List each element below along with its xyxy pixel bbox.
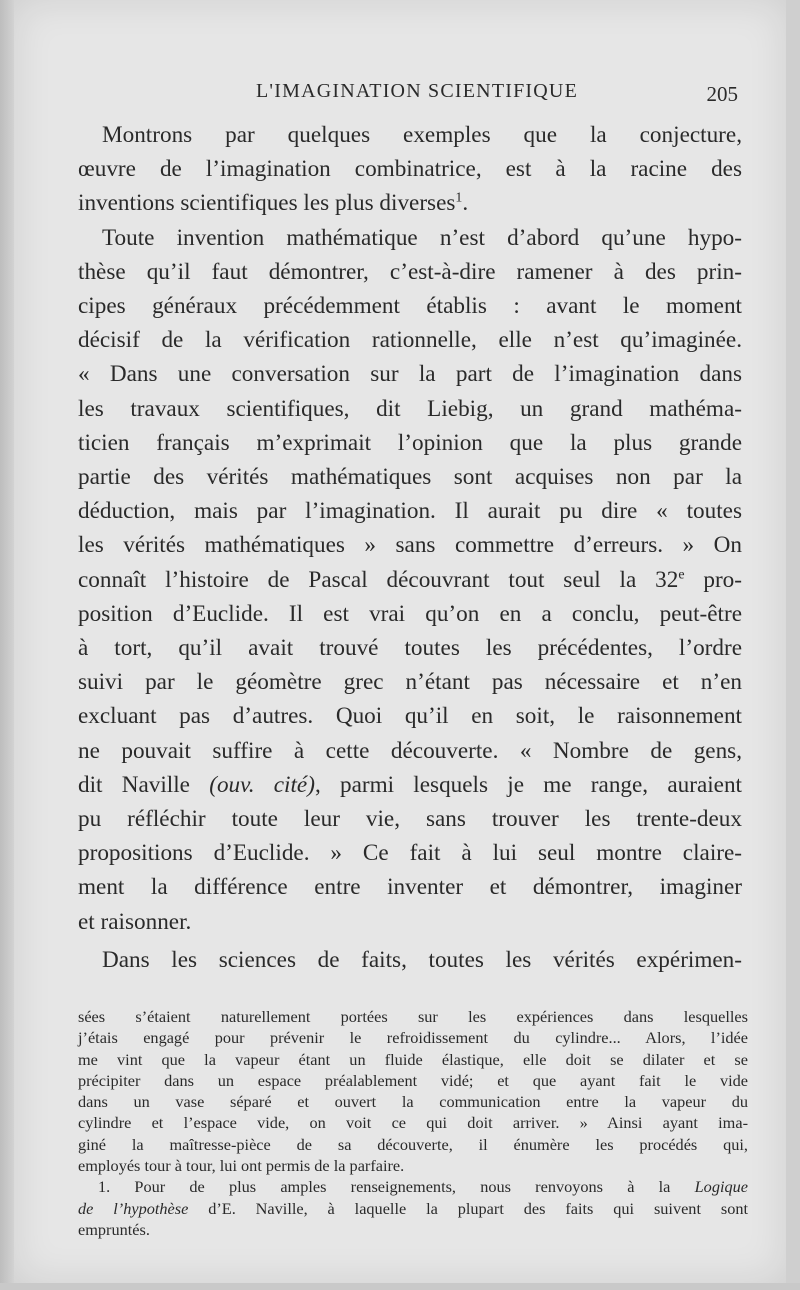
text-segment: , parmi lesquels je me range, auraient — [314, 771, 743, 798]
text-line: excluant pas d’autres. Quoi qu’il en soit, le raisonnement — [78, 703, 742, 730]
text-segment: pro- — [684, 566, 742, 593]
footnote-line: précipiter dans un espace préalablement vidé; et que ayant fait le vide — [78, 1070, 748, 1090]
text-line: déduction, mais par l’imagination. Il aurait pu dire « toutes — [78, 498, 742, 525]
text-line: décisif de la vérification rationnelle, elle n’est qu’imaginée. — [78, 327, 742, 354]
text-line: pu réfléchir toute leur vie, sans trouver les trente-deux — [78, 806, 742, 833]
text-line: thèse qu’il faut démontrer, c’est-à-dire ramener à des prin- — [78, 258, 742, 285]
text-line: les travaux scientifiques, dit Liebig, un grand mathéma- — [78, 395, 742, 422]
footnote-ref: 1 — [455, 190, 463, 206]
text-line — [78, 186, 742, 220]
footnote-line: empruntés. — [78, 1219, 150, 1239]
text-segment: inventions scientifiques les plus diverses — [78, 190, 456, 217]
text-line: ticien français m’exprimait l’opinion que la plus grande — [78, 429, 742, 456]
text-line: position d’Euclide. Il est vrai qu’on en a conclu, peut-être — [78, 600, 742, 627]
text-line: suivi par le géomètre grec n’étant pas nécessaire et n’en — [78, 669, 742, 696]
footnotes — [78, 1006, 748, 1240]
footnote-line: dans un vase séparé et ouvert la communication entre la vapeur du — [78, 1092, 748, 1112]
running-header — [256, 80, 738, 108]
text-line: ment la différence entre inventer et démontrer, imaginer — [78, 874, 742, 901]
superscript-e: e — [678, 566, 685, 582]
text-line: à tort, qu’il avait trouvé toutes les précédentes, l’ordre — [78, 635, 742, 662]
page-bottom-edge — [0, 1283, 800, 1290]
footnote-line — [78, 1176, 748, 1197]
footnote-line: giné la maîtresse-pièce de sa découverte, il énumère les procédés qui, — [78, 1134, 748, 1154]
text-line: Montrons par quelques exemples que la conjecture, — [102, 122, 742, 148]
footnote-continued — [78, 1006, 748, 1176]
book-title-italic: de l’hypothèse — [78, 1198, 189, 1218]
text-line: ne pouvait suffire à cette découverte. « Nombre de gens, — [78, 737, 742, 764]
page-shadow-left — [0, 0, 14, 1290]
footnote-line: sées s’étaient naturellement portées sur les expériences dans lesquelles — [78, 1007, 748, 1026]
text-line — [78, 563, 742, 597]
text-line: cipes généraux précédemment établis : avant le moment — [78, 293, 742, 320]
text-line: œuvre de l’imagination combinatrice, est à la racine des — [78, 156, 742, 183]
book-title-italic: Logique — [694, 1177, 748, 1197]
text-line: les vérités mathématiques » sans commettre d’erreurs. » On — [78, 532, 742, 559]
text-line: partie des vérités mathématiques sont acquises non par la — [78, 464, 742, 491]
footnote-line: cylindre et l’espace vide, on voit ce qui doit arriver. » Ainsi ayant ima- — [78, 1113, 748, 1133]
running-title: L'IMAGINATION SCIENTIFIQUE — [256, 80, 578, 102]
text-line: Dans les sciences de faits, toutes les vérités expérimen- — [102, 946, 742, 973]
text-line: propositions d’Euclide. » Ce fait à lui seul montre claire- — [78, 840, 742, 867]
page-number: 205 — [706, 82, 738, 106]
text-segment: 1. Pour de plus amples renseignements, nous renvoyons à la — [98, 1177, 695, 1197]
paragraph-2 — [78, 221, 742, 939]
text-line: et raisonner. — [78, 908, 192, 935]
text-line: Toute invention mathématique n’est d’abord qu’une hypo- — [102, 224, 742, 251]
text-segment: . — [462, 190, 469, 217]
text-line: « Dans une conversation sur la part de l’imagination dans — [78, 361, 742, 388]
paragraph-1 — [78, 118, 742, 221]
paragraph-3 — [78, 943, 742, 977]
footnote-line: j’étais engagé pour prévenir le refroidissement du cylindre... Alors, l’idée — [78, 1028, 748, 1048]
text-segment: connaît l’histoire de Pascal découvrant tout seul la 32 — [78, 566, 679, 593]
text-segment: dit Naville — [78, 771, 210, 798]
footnote-line: employés tour à tour, lui ont permis de la parfaire. — [78, 1156, 405, 1176]
main-text — [78, 118, 742, 977]
footnote-1 — [78, 1176, 748, 1240]
footnote-line: me vint que la vapeur étant un fluide élastique, elle doit se dilater et se — [78, 1049, 748, 1069]
citation-italic: (ouv. cité) — [209, 771, 315, 798]
text-line — [78, 768, 742, 802]
text-segment: d’E. Naville, à laquelle la plupart des faits qui suivent sont — [188, 1198, 748, 1218]
footnote-line — [78, 1198, 748, 1219]
